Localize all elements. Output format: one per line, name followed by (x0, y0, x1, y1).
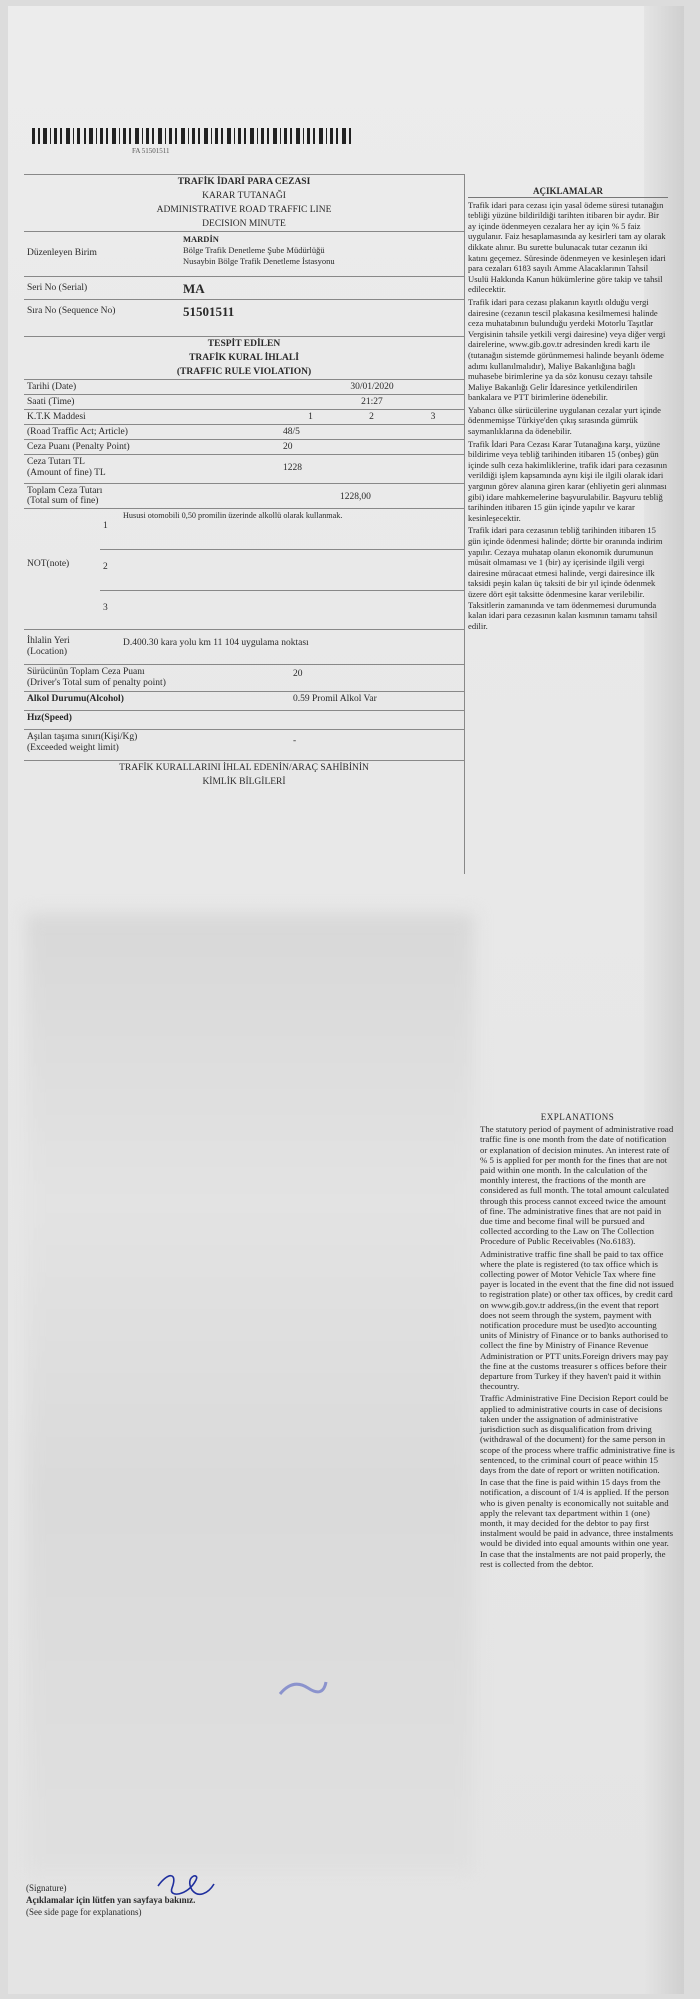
note-1-number: 1 (103, 521, 108, 531)
signature-area (26, 1882, 195, 1918)
form-subtitle: KARAR TUTANAĞI (202, 191, 286, 201)
location-value: D.400.30 kara yolu km 11 104 uygulama noktası (123, 638, 309, 648)
aciklamalar-paragraph-3: Yabancı ülke sürücülerine uygulanan cezalar yurt içinde ödenmemişse Türkiye'den çıkış sırasında gümrük saymanlıklarına da ödenebilir. (468, 404, 661, 437)
violation-subtitle-en: (TRAFFIC RULE VIOLATION) (176, 367, 312, 377)
stamp-mark (278, 1674, 328, 1702)
total-fine-label: Toplam Ceza Tutarı (Total sum of fine) (27, 486, 103, 506)
speed-label: Hız(Speed) (27, 713, 72, 723)
column-1-header: 1 (308, 412, 313, 422)
time-label: Saati (Time) (27, 397, 75, 407)
aciklamalar-heading: AÇIKLAMALAR (468, 186, 668, 198)
article-label: (Road Traffic Act; Article) (27, 427, 128, 437)
column-3-header: 3 (430, 412, 436, 422)
location-label: İhlalin Yeri (Location) (27, 636, 70, 657)
fine-receipt-paper (8, 6, 684, 1994)
violation-subtitle: TRAFİK KURAL İHLALİ (189, 353, 299, 363)
fine-label: Ceza Tutarı TL (Amount of fine) TL (27, 457, 106, 478)
weight-limit-value: - (293, 736, 297, 746)
date-value: 30/01/2020 (350, 382, 394, 392)
driver-points-label: Sürücünün Toplam Ceza Puanı (Driver's Total sum of penalty point) (27, 667, 166, 688)
penalty-point-value: 20 (283, 442, 293, 452)
driver-points-value: 20 (293, 669, 303, 679)
fine-value: 1228 (283, 463, 302, 473)
barcode (32, 128, 352, 144)
aciklamalar-paragraph-1: Trafik idari para cezası için yasal ödeme süresi tutanağın tebliği yüzüne bildirildiği tarihten itibaren bir aydır. Bir ay içinde ödenmeyen cezalara her ay için % 5 faiz uygulanır. Faiz hesaplamasında ay kesirleri tam ay olarak dikkate alınır. Bu surette bulunacak tutar cezanın iki katını geçemez. Süresinde ödenmeyen ve kesinleşen idari para cezaları 6183 sayılı Amme Alacaklarının Tahsil Usulü Hakkında Kanun hükümlerine göre takip ve tahsil edilecektir. (468, 199, 666, 295)
issuer-value: MARDİN Bölge Trafik Denetleme Şube Müdürlüğü Nusaybin Bölge Trafik Denetleme İstasyonu (183, 234, 335, 266)
article-value: 48/5 (283, 427, 300, 437)
note-1-text: Hususi otomobili 0,50 promilin üzerinde alkollü olarak kullanmak. (123, 511, 343, 520)
note-2-number: 2 (103, 562, 108, 572)
sequence-label: Sıra No (Sequence No) (27, 306, 116, 316)
signature-label: (Signature) (26, 1883, 67, 1893)
penalty-point-label: Ceza Puanı (Penalty Point) (27, 442, 130, 452)
owner-id-title: TRAFİK KURALLARINI İHLAL EDENİN/ARAÇ SAHİBİNİN (24, 760, 464, 775)
explanations-panel (480, 1112, 675, 1571)
violation-title: TESPİT EDİLEN (24, 336, 464, 351)
form-subtitle-en: DECISION MINUTE (202, 219, 286, 229)
serial-value: MA (183, 281, 205, 296)
weight-limit-label: Aşılan taşıma sınırı(Kişi/Kg) (Exceeded weight limit) (27, 732, 138, 753)
explanations-heading: EXPLANATIONS (540, 1112, 615, 1122)
form-title: TRAFİK İDARİ PARA CEZASI (24, 174, 464, 189)
barcode-number: FA 51501511 (132, 147, 170, 155)
column-2-header: 2 (369, 412, 374, 422)
see-side-note: Açıklamalar için lütfen yan sayfaya bakınız. (26, 1895, 196, 1905)
see-side-note-en: (See side page for explanations) (26, 1907, 142, 1917)
alcohol-label: Alkol Durumu(Alcohol) (27, 694, 124, 704)
form-title-en: ADMINISTRATIVE ROAD TRAFFIC LINE (156, 205, 332, 215)
serial-label: Seri No (Serial) (27, 283, 88, 293)
time-value: 21:27 (361, 397, 383, 407)
explanations-paragraph-2: Administrative traffic fine shall be paid to tax office where the plate is registered (to tax office which is collecting power of Motor Vehicle Tax where fine payer is located in the event that the fine did not issued to registration plate) or other tax offices, by credit card on www.gib.gov.tr address,(in the event that report does not seem through the system, payment with notification procedure must be used)to accounting units of Ministry of Finance or to banks authorised to collect the fine by Ministry of Finance Revenue Administration or PTT units.Foreign drivers may pay the fine at the customs treasurer s offices before their departure from Turkey if they haven't paid it within thecountry. (480, 1248, 674, 1392)
total-fine-value: 1228,00 (340, 492, 371, 502)
aciklamalar-paragraph-2: Trafik idari para cezası plakanın kayıtlı olduğu vergi dairesine (cezanın tescil plakasına kesilmemesi halinde ceza muhatabının bulunduğu yerdeki Motorlu Taşıtlar Vergisinin tahsile yetkili vergi dairesine) veya diğer vergi dairelerine, www.gib.gov.tr adresinden kredi kartı ile (tutanağın sistemde görünmemesi halinde beyanlı ödeme adımı kullanılmalıdır), Maliye Bakanlığına bağlı muhasebe birimlerine ya da söz konusu cezayı tahsile Maliye Bakanlığı Gelir İdaresince yetkilendirilen bankalara ve PTT birimlerine ödenebilir. (468, 296, 666, 403)
aciklamalar-paragraph-4: Trafik İdari Para Cezası Karar Tutanağına karşı, yüzüne bildirime veya tebliğ tarihinden itibaren 15 (onbeş) gün içinde sulh ceza hakimliklerine, trafik idari para cezasının verildiği işlem kapsamında aynı kişi ile ilgili olarak idari yargının görev alanına giren karar (ehliyetin geri alınması gibi) idare mahkemelerine başvurulabilir. Başvuru tebliğ tarihinden itibaren 15 gün içinde yapılır ve karar kesinleşecektir. (468, 438, 667, 523)
aciklamalar-paragraph-5: Trafik idari para cezasının tebliğ tarihinden itibaren 15 gün içinde ödenmesi halinde; dörtte bir oranında indirim yapılır. Cezaya muhatap olanın ekonomik durumunun müsait olmaması ve 1 (bir) ay içerisinde ilgili vergi dairesine müracaat etmesi halinde, vergi dairesince ilk taksidi peşin kalan üç taksiti de bir yıl içinde ödenmek üzere dört eşit taksitte ödenmesine karar verilebilir. Taksitlerin zamanında ve tam ödenmemesi durumunda kalan idari para cezasının kalan kısmının tamamı tahsil edilir. (468, 525, 663, 631)
sequence-value: 51501511 (183, 304, 235, 319)
note-label: NOT(note) (27, 559, 70, 569)
decision-form (24, 174, 464, 789)
explanations-paragraph-4: In case that the fine is paid within 15 days from the notification, a discount of 1/4 is applied. If the person who is given penalty is economically not suitable and apply the relevant tax department within 1 (one) month, it may decided for the debtor to pay first instalment would be paid in advance, three instalments would be divided into equal amounts within one year. In case that the instalments are not paid properly, the rest is collected from the debtor. (480, 1477, 673, 1569)
date-label: Tarihi (Date) (27, 382, 77, 392)
alcohol-value: 0.59 Promil Alkol Var (293, 694, 377, 704)
explanations-paragraph-3: Traffic Administrative Fine Decision Report could be applied to administrative courts in case of decisions taken under the assignation of administrative jurisdiction such as disqualification from driving (withdrawal of the document) for the same person in scope of the process where traffic administrative fine is sentenced, to the criminal court of peace within 15 days from the date of report or written notification. (480, 1393, 675, 1475)
issuer-label: Düzenleyen Birim (27, 248, 97, 258)
note-3-number: 3 (103, 603, 108, 613)
ktk-label: K.T.K Maddesi (27, 412, 86, 422)
explanations-paragraph-1: The statutory period of payment of administrative road traffic fine is one month from the date of notification or explanation of decision minutes. An interest rate of % 5 is applied for per month for the fines that are not paid within one month. In the calculation of the monthly interest, the fractions of the month are considered as full month. The total amount calculated through this process cannot exceed twice the amount of fine. The administrative fines that are not paid in due time and become final will be pursued and collected according to the Law on The Collection Procedure of Public Receivables (No.6183). (480, 1124, 674, 1247)
column-divider (464, 174, 465, 874)
owner-id-subtitle: KİMLİK BİLGİLERİ (202, 777, 286, 787)
redacted-identity-section (26, 914, 474, 1874)
aciklamalar-panel (468, 186, 668, 633)
